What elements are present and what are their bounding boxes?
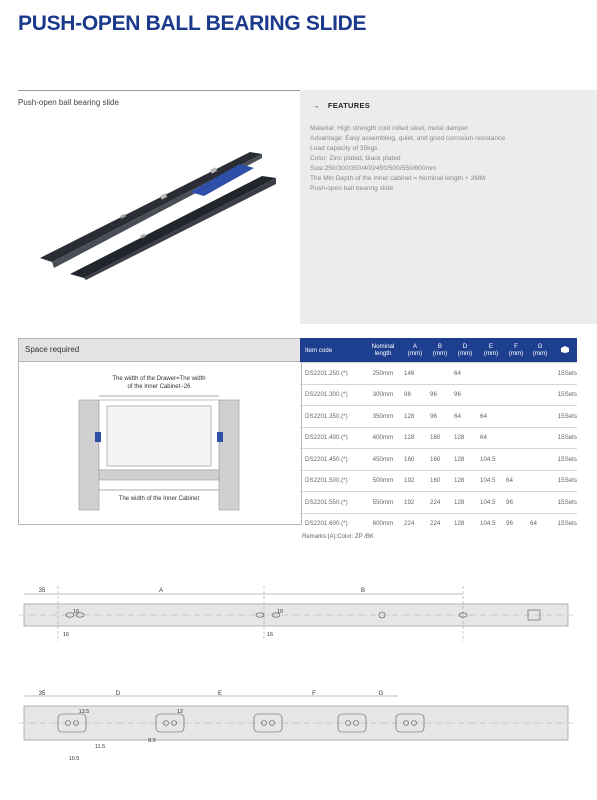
feature-line: Material: High strength cold rolled steel, metal damper bbox=[310, 125, 468, 132]
table-cell-f bbox=[504, 384, 528, 406]
table-cell-length: 400mm bbox=[364, 427, 402, 449]
table-cell-pack: 15Sets bbox=[552, 449, 577, 471]
svg-text:B: B bbox=[360, 588, 366, 594]
table-cell-g bbox=[528, 470, 552, 492]
table-cell-b: 96 bbox=[428, 406, 452, 428]
table-row bbox=[300, 492, 577, 514]
table-cell-e: 104.5 bbox=[478, 513, 504, 534]
table-cell-code: DS2201.500.(*) bbox=[300, 470, 364, 492]
box-icon bbox=[552, 338, 577, 363]
table-cell-a: 224 bbox=[402, 513, 428, 534]
svg-text:G: G bbox=[378, 691, 384, 697]
table-cell-pack: 15Sets bbox=[552, 492, 577, 514]
table-cell-a: 146 bbox=[402, 363, 428, 385]
slide-drawing-bottom bbox=[18, 688, 578, 768]
table-cell-d: 128 bbox=[452, 470, 478, 492]
table-cell-f bbox=[504, 406, 528, 428]
table-cell-d: 64 bbox=[452, 363, 478, 385]
table-cell-e: 104.5 bbox=[478, 492, 504, 514]
table-cell-f bbox=[504, 363, 528, 385]
header-nominal-length: Nominal length bbox=[364, 338, 402, 363]
table-cell-length: 600mm bbox=[364, 513, 402, 534]
table-cell-b: 96 bbox=[428, 384, 452, 406]
table-cell-a: 96 bbox=[402, 384, 428, 406]
table-cell-f: 96 bbox=[504, 513, 528, 534]
table-cell-d: 64 bbox=[452, 406, 478, 428]
table-cell-pack: 15Sets bbox=[552, 363, 577, 385]
svg-text:35: 35 bbox=[38, 588, 46, 594]
feature-line: Color: Zinc plated, black plated bbox=[310, 155, 401, 162]
table-cell-code: DS2201.400.(*) bbox=[300, 427, 364, 449]
header-d: D (mm) bbox=[452, 338, 478, 363]
table-cell-e: 104.5 bbox=[478, 449, 504, 471]
table-cell-b: 160 bbox=[428, 470, 452, 492]
space-required-panel bbox=[18, 338, 302, 525]
page-title: PUSH-OPEN BALL BEARING SLIDE bbox=[18, 12, 367, 35]
svg-text:E: E bbox=[217, 691, 223, 697]
table-cell-length: 300mm bbox=[364, 384, 402, 406]
table-cell-pack: 15Sets bbox=[552, 470, 577, 492]
table-cell-length: 250mm bbox=[364, 363, 402, 385]
header-b: B (mm) bbox=[428, 338, 452, 363]
table-cell-a: 160 bbox=[402, 449, 428, 471]
table-cell-a: 128 bbox=[402, 406, 428, 428]
svg-text:12: 12 bbox=[176, 709, 184, 715]
feature-line: The Min Depth of the Inner cabinet = Nominal length + 3MM bbox=[310, 175, 486, 182]
cabinet-width-label: The width of the Inner Cabinet bbox=[118, 496, 200, 502]
svg-text:16: 16 bbox=[62, 632, 70, 638]
svg-text:D: D bbox=[115, 691, 121, 697]
table-cell-length: 450mm bbox=[364, 449, 402, 471]
arrow-right-icon: → bbox=[312, 101, 320, 110]
table-cell-b: 224 bbox=[428, 492, 452, 514]
feature-line: Size:250/300/350/400/450/500/550/600mm bbox=[310, 165, 437, 172]
table-cell-pack: 15Sets bbox=[552, 384, 577, 406]
table-cell-pack: 15Sets bbox=[552, 427, 577, 449]
svg-text:10.5: 10.5 bbox=[68, 756, 80, 762]
cabinet-diagram bbox=[19, 362, 301, 522]
table-row bbox=[300, 470, 577, 492]
table-header-row bbox=[300, 338, 577, 363]
table-cell-code: DS2201.600.(*) bbox=[300, 513, 364, 534]
header-item-code: Item code bbox=[300, 338, 364, 363]
table-cell-g bbox=[528, 427, 552, 449]
table-cell-code: DS2201.450.(*) bbox=[300, 449, 364, 471]
table-cell-e: 64 bbox=[478, 427, 504, 449]
svg-text:8.5: 8.5 bbox=[148, 738, 156, 744]
table-row bbox=[300, 513, 577, 534]
table-row bbox=[300, 406, 577, 428]
table-cell-e bbox=[478, 384, 504, 406]
svg-text:11.5: 11.5 bbox=[94, 744, 106, 750]
table-cell-g bbox=[528, 449, 552, 471]
table-cell-length: 500mm bbox=[364, 470, 402, 492]
table-cell-b: 224 bbox=[428, 513, 452, 534]
table-cell-e: 104.5 bbox=[478, 470, 504, 492]
table-cell-d: 96 bbox=[452, 384, 478, 406]
table-cell-g bbox=[528, 384, 552, 406]
features-heading: → FEATURES bbox=[312, 101, 371, 110]
table-cell-code: DS2201.300.(*) bbox=[300, 384, 364, 406]
svg-text:A: A bbox=[158, 588, 164, 594]
table-cell-f bbox=[504, 427, 528, 449]
table-cell-d: 128 bbox=[452, 427, 478, 449]
header-e: E (mm) bbox=[478, 338, 504, 363]
table-cell-f: 64 bbox=[504, 470, 528, 492]
table-cell-length: 350mm bbox=[364, 406, 402, 428]
svg-text:16: 16 bbox=[266, 632, 274, 638]
table-cell-g bbox=[528, 363, 552, 385]
header-a: A (mm) bbox=[402, 338, 428, 363]
table-row bbox=[300, 449, 577, 471]
product-subtitle: Push-open ball bearing slide bbox=[18, 98, 119, 107]
feature-line: Advantage: Easy assembling, quiet, and good corrosion resistance bbox=[310, 135, 505, 142]
table-row bbox=[300, 427, 577, 449]
svg-text:10: 10 bbox=[72, 609, 80, 615]
table-cell-g bbox=[528, 406, 552, 428]
slide-drawing-top bbox=[18, 582, 578, 652]
svg-text:F: F bbox=[312, 691, 316, 697]
table-cell-pack: 15Sets bbox=[552, 406, 577, 428]
drawer-width-label-2: of the Inner Cabinet−26 bbox=[127, 384, 191, 390]
table-cell-b: 160 bbox=[428, 427, 452, 449]
table-cell-code: DS2201.550.(*) bbox=[300, 492, 364, 514]
table-cell-a: 128 bbox=[402, 427, 428, 449]
table-cell-a: 192 bbox=[402, 470, 428, 492]
table-cell-a: 192 bbox=[402, 492, 428, 514]
table-cell-length: 550mm bbox=[364, 492, 402, 514]
table-cell-e bbox=[478, 363, 504, 385]
svg-text:13.5: 13.5 bbox=[78, 709, 90, 715]
table-cell-b: 160 bbox=[428, 449, 452, 471]
table-cell-code: DS2201.250.(*) bbox=[300, 363, 364, 385]
table-cell-g: 64 bbox=[528, 513, 552, 534]
svg-text:10: 10 bbox=[276, 609, 284, 615]
features-panel bbox=[300, 90, 597, 324]
drawer-width-label: The width of the Drawer=The width bbox=[112, 376, 206, 382]
table-cell-code: DS2201.350.(*) bbox=[300, 406, 364, 428]
specs-table bbox=[300, 338, 577, 534]
table-cell-d: 128 bbox=[452, 492, 478, 514]
feature-line: Push-open ball bearing slide bbox=[310, 185, 394, 192]
table-cell-f: 96 bbox=[504, 492, 528, 514]
table-cell-e: 64 bbox=[478, 406, 504, 428]
title-divider bbox=[18, 90, 300, 91]
space-required-heading: Space required bbox=[19, 339, 301, 362]
product-photo bbox=[40, 140, 280, 280]
table-cell-d: 128 bbox=[452, 513, 478, 534]
features-list bbox=[310, 124, 505, 194]
table-cell-g bbox=[528, 492, 552, 514]
table-cell-f bbox=[504, 449, 528, 471]
table-cell-b bbox=[428, 363, 452, 385]
header-f: F (mm) bbox=[504, 338, 528, 363]
table-remarks: Remarks:(A):Color: ZP /BK bbox=[302, 534, 374, 540]
table-row bbox=[300, 384, 577, 406]
table-cell-pack: 15Sets bbox=[552, 513, 577, 534]
header-g: G (mm) bbox=[528, 338, 552, 363]
feature-line: Load capacity of 35kgs bbox=[310, 145, 378, 152]
table-cell-d: 128 bbox=[452, 449, 478, 471]
svg-text:35: 35 bbox=[38, 691, 46, 697]
table-row bbox=[300, 363, 577, 385]
